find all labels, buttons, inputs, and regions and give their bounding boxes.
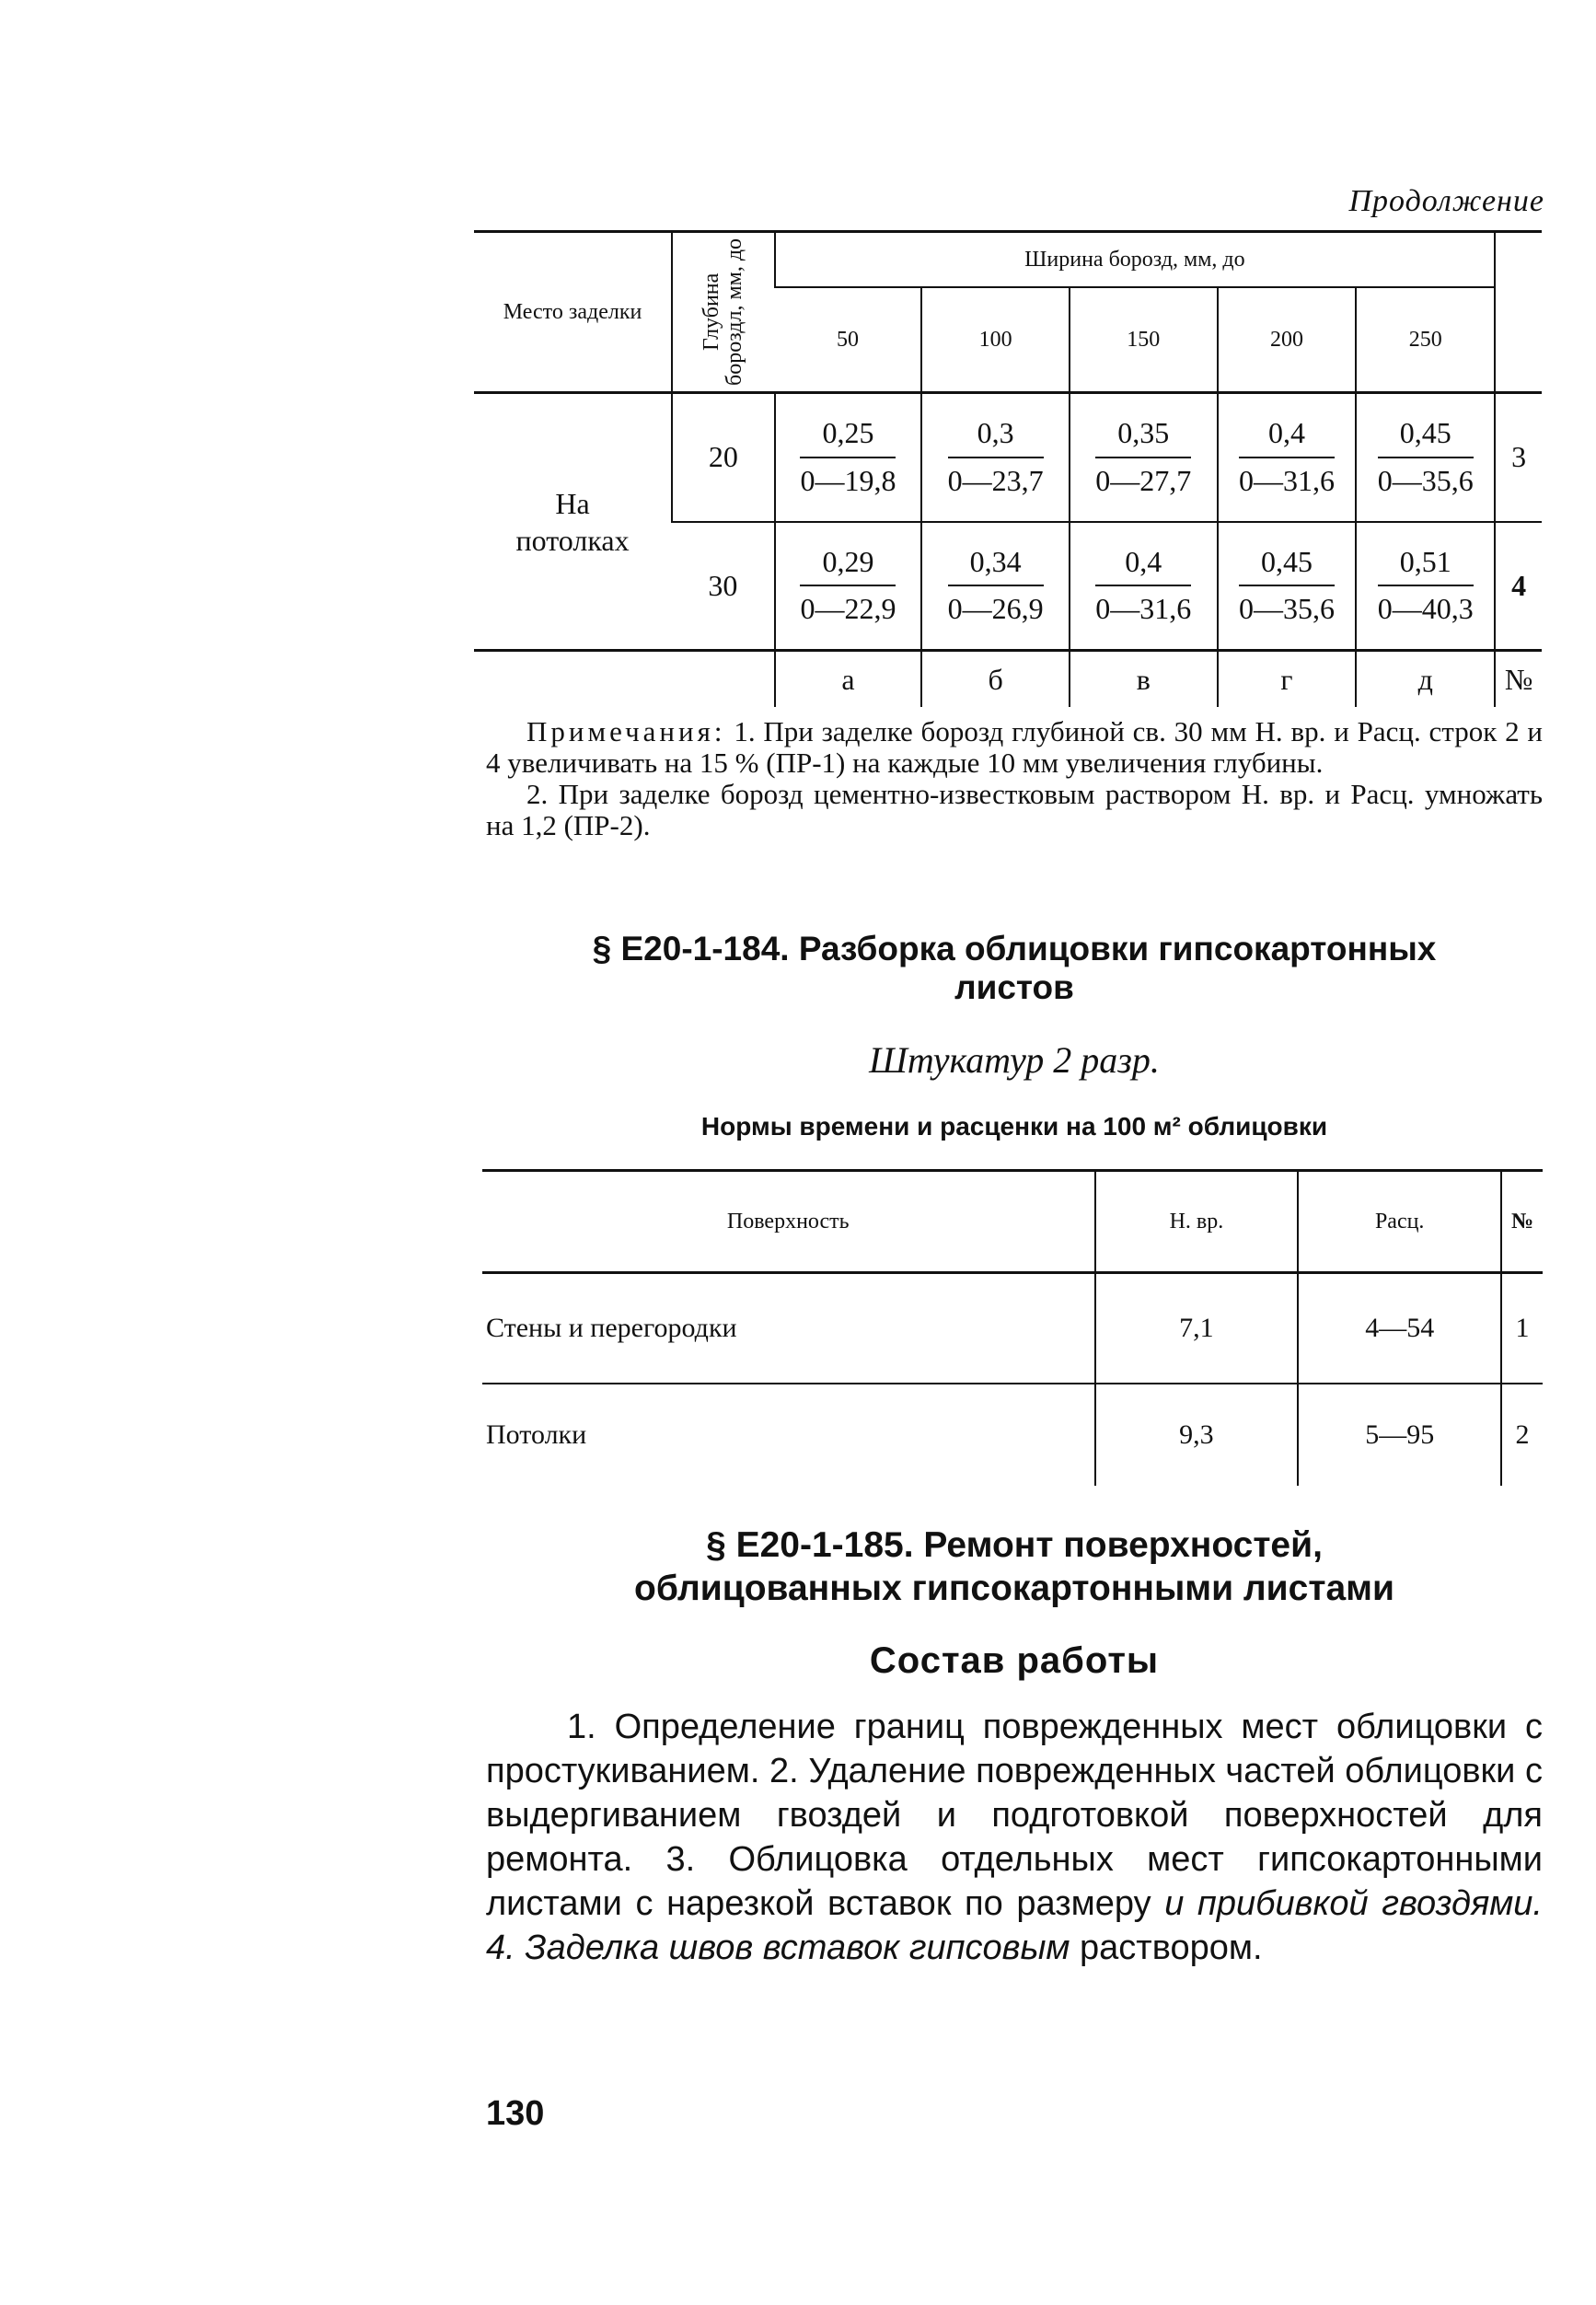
- column-letter: а: [775, 651, 922, 708]
- value-top: 0,4: [1239, 414, 1335, 458]
- composition-text: [486, 1705, 1543, 1970]
- header-time: Н. вр.: [1095, 1171, 1299, 1273]
- row-number: 2: [1501, 1384, 1543, 1486]
- value-top: 0,51: [1378, 543, 1474, 587]
- row-number: 3: [1495, 393, 1542, 522]
- place-cell: [474, 393, 672, 651]
- section-185-title-line2: облицованных гипсокартонными листами: [634, 1569, 1394, 1608]
- time-cell: 9,3: [1095, 1384, 1299, 1486]
- page-number: 130: [486, 2094, 545, 2133]
- header-width: Ширина борозд, мм, до: [775, 232, 1496, 288]
- notes-label: Примечания:: [526, 715, 726, 747]
- value-bottom: 0—26,9: [947, 592, 1044, 626]
- value-cell: [921, 393, 1070, 522]
- composition-text-regular: 1. Определение границ поврежденных мест облицовки с простукиванием. 2. Удаление поврежденных частей облицовки с выдергиванием гвоздей и подготовкой поверхностей для ремонта. 3. Облицовка отдельных мест гипсокартонными листами с нарезкой вставок по размеру: [486, 1708, 1543, 1923]
- no-label: №: [1495, 651, 1542, 708]
- norms-table: [482, 1169, 1543, 1486]
- value-bottom: 0—40,3: [1377, 592, 1474, 626]
- row-number: 1: [1501, 1273, 1543, 1384]
- rate-cell: 4—54: [1298, 1273, 1501, 1384]
- composition-text-italic: и прибивкой гвоздями. 4. Заделка швов вставок гипсовым: [486, 1884, 1543, 1967]
- worker-grade: Штукатур 2 разр.: [869, 1039, 1160, 1081]
- value-top: 0,4: [1095, 543, 1191, 587]
- header-place: Место заделки: [474, 232, 672, 393]
- value-cell: [921, 522, 1070, 651]
- value-top: 0,25: [800, 414, 896, 458]
- column-letter: д: [1356, 651, 1495, 708]
- value-cell: [1356, 393, 1495, 522]
- groove-table: [474, 230, 1542, 707]
- width-col-4: 200: [1218, 287, 1357, 393]
- value-top: 0,3: [948, 414, 1044, 458]
- value-cell: [1070, 522, 1218, 651]
- value-bottom: 0—27,7: [1095, 463, 1192, 497]
- note-1: 1. При заделке борозд глубиной св. 30 мм Н. вр. и Расц. строк 2 и 4 увеличивать на 15 % (ПР-1) на каждые 10 мм увеличения глубины.: [486, 715, 1544, 779]
- row-number: 4: [1495, 522, 1542, 651]
- header-rate: Расц.: [1298, 1171, 1501, 1273]
- section-184-title-line2: листов: [954, 968, 1074, 1006]
- value-bottom: 0—35,6: [1377, 463, 1474, 497]
- value-cell: [1070, 393, 1218, 522]
- surface-cell: Потолки: [486, 1419, 587, 1450]
- value-bottom: 0—35,6: [1238, 592, 1335, 626]
- section-184-title: [486, 930, 1543, 1007]
- value-top: 0,45: [1239, 543, 1335, 587]
- composition-text-end: раствором.: [1070, 1929, 1263, 1967]
- header-surface: Поверхность: [482, 1171, 1095, 1273]
- depth-cell: 20: [672, 393, 775, 522]
- header-no-blank: [1495, 232, 1542, 393]
- section-185-title: [486, 1523, 1543, 1610]
- value-top: 0,34: [948, 543, 1044, 587]
- surface-cell: Стены и перегородки: [482, 1273, 1095, 1384]
- value-cell: [775, 393, 922, 522]
- place-text: На потолках: [515, 486, 630, 557]
- continued-label: Продолжение: [1348, 184, 1544, 218]
- value-top: 0,45: [1378, 414, 1474, 458]
- letters-blank: [474, 651, 672, 708]
- width-col-1: 50: [775, 287, 922, 393]
- width-col-5: 250: [1356, 287, 1495, 393]
- value-bottom: 0—31,6: [1095, 592, 1192, 626]
- width-col-3: 150: [1070, 287, 1218, 393]
- letters-blank: [672, 651, 775, 708]
- value-cell: [1218, 393, 1357, 522]
- rate-cell: 5—95: [1298, 1384, 1501, 1486]
- composition-title: Состав работы: [869, 1640, 1160, 1681]
- header-no: №: [1501, 1171, 1543, 1273]
- width-col-2: 100: [921, 287, 1070, 393]
- value-cell: [775, 522, 922, 651]
- value-bottom: 0—22,9: [800, 592, 896, 626]
- value-bottom: 0—31,6: [1238, 463, 1335, 497]
- value-cell: [1356, 522, 1495, 651]
- column-letter: г: [1218, 651, 1357, 708]
- value-bottom: 0—19,8: [800, 463, 896, 497]
- time-cell: 7,1: [1095, 1273, 1299, 1384]
- section-185-title-line1: § Е20-1-185. Ремонт поверхностей,: [706, 1525, 1323, 1565]
- column-letter: в: [1070, 651, 1218, 708]
- depth-cell: 30: [672, 522, 775, 651]
- value-top: 0,35: [1095, 414, 1191, 458]
- note-2: 2. При заделке борозд цементно-известковым раствором Н. вр. и Расц. умножать на 1,2 (ПР-2).: [486, 778, 1543, 841]
- header-depth-text: Глубина бороздл, мм, до: [699, 237, 746, 387]
- notes: [486, 716, 1543, 841]
- table-caption: Нормы времени и расценки на 100 м² облицовки: [700, 1112, 1328, 1141]
- value-cell: [1218, 522, 1357, 651]
- header-depth: [672, 232, 775, 393]
- value-bottom: 0—23,7: [947, 463, 1044, 497]
- column-letter: б: [921, 651, 1070, 708]
- section-184-title-line1: § Е20-1-184. Разборка облицовки гипсокартонных: [592, 930, 1437, 967]
- value-top: 0,29: [800, 543, 896, 587]
